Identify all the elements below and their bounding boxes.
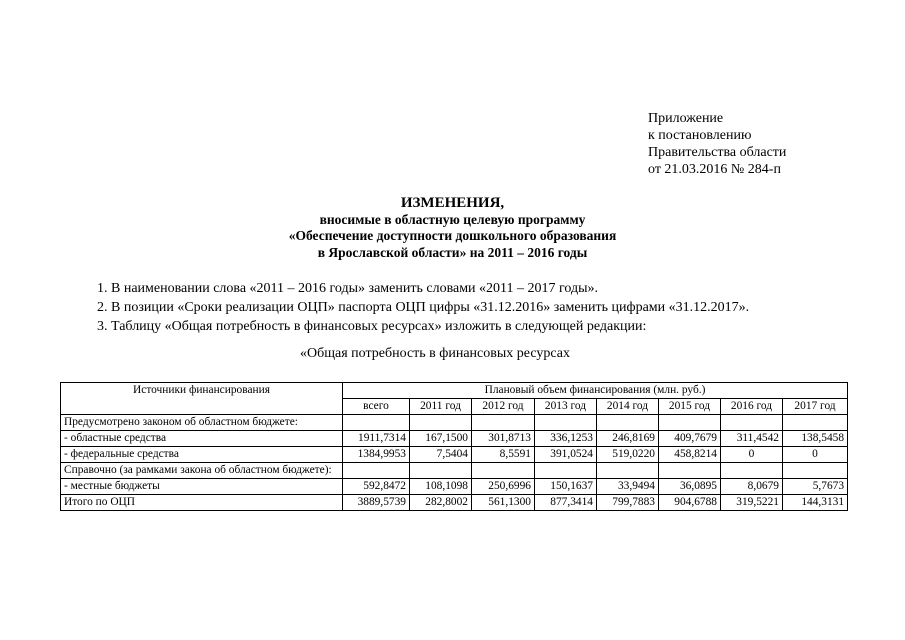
cell-value: 246,8169	[597, 431, 659, 447]
column-header: 2013 год	[535, 399, 597, 415]
cell-value: 1384,9953	[343, 447, 410, 463]
cell-value: 0	[721, 447, 783, 463]
cell-value: 8,5591	[472, 447, 535, 463]
cell-value: 108,1098	[410, 479, 472, 495]
heading-line-3: «Обеспечение доступности дошкольного образования	[288, 228, 617, 243]
cell-value: 409,7679	[659, 431, 721, 447]
row-label: - областные средства	[61, 431, 343, 447]
cell-value: 336,1253	[535, 431, 597, 447]
appendix-block	[648, 110, 786, 178]
cell-value: 138,5458	[783, 431, 848, 447]
heading-line-4: в Ярославской области» на 2011 – 2016 годы	[317, 244, 588, 260]
document-heading	[0, 195, 905, 261]
change-item: 2. В позиции «Сроки реализации ОЦП» паспорта ОЦП цифры «31.12.2016» заменить цифрами «31.12.2017».	[97, 300, 750, 315]
source-header: Источники финансирования	[61, 383, 343, 415]
cell-value: 311,4542	[721, 431, 783, 447]
cell-value: 877,3414	[535, 495, 597, 511]
cell-value: 8,0679	[721, 479, 783, 495]
table-row-local	[61, 479, 848, 495]
column-header: 2012 год	[472, 399, 535, 415]
cell-value: 7,5404	[410, 447, 472, 463]
section-row-reference	[61, 463, 848, 479]
cell-value: 561,1300	[472, 495, 535, 511]
cell-value: 0	[783, 447, 848, 463]
section-label: Справочно (за рамками закона об областном бюджете):	[61, 463, 343, 479]
column-header: 2015 год	[659, 399, 721, 415]
heading-title: ИЗМЕНЕНИЯ,	[400, 195, 505, 211]
column-header: 2017 год	[783, 399, 848, 415]
cell-value: 3889,5739	[343, 495, 410, 511]
column-header: 2014 год	[597, 399, 659, 415]
appendix-line-2: к постановлению	[648, 128, 752, 143]
change-item: 3. Таблицу «Общая потребность в финансовых ресурсах» изложить в следующей редакции:	[97, 319, 647, 334]
section-label: Предусмотрено законом об областном бюджете:	[61, 415, 343, 431]
cell-value: 799,7883	[597, 495, 659, 511]
row-label: Итого по ОЦП	[61, 495, 343, 511]
cell-value: 904,6788	[659, 495, 721, 511]
table-row-regional	[61, 431, 848, 447]
cell-value: 36,0895	[659, 479, 721, 495]
cell-value: 5,7673	[783, 479, 848, 495]
appendix-line-1: Приложение	[648, 111, 724, 126]
table-row-federal	[61, 447, 848, 463]
cell-value: 519,0220	[597, 447, 659, 463]
section-row-budget-law	[61, 415, 848, 431]
table-title: «Общая потребность в финансовых ресурсах	[300, 346, 570, 361]
cell-value: 250,6996	[472, 479, 535, 495]
appendix-line-4: от 21.03.2016 № 284-п	[648, 162, 781, 177]
change-item: 1. В наименовании слова «2011 – 2016 годы» заменить словами «2011 – 2017 годы».	[97, 281, 599, 296]
cell-value: 458,8214	[659, 447, 721, 463]
cell-value: 167,1500	[410, 431, 472, 447]
cell-value: 592,8472	[343, 479, 410, 495]
column-header: 2016 год	[721, 399, 783, 415]
row-label: - федеральные средства	[61, 447, 343, 463]
change-items	[97, 279, 749, 336]
cell-value: 150,1637	[535, 479, 597, 495]
cell-value: 301,8713	[472, 431, 535, 447]
cell-value: 33,9494	[597, 479, 659, 495]
cell-value: 282,8002	[410, 495, 472, 511]
column-header: 2011 год	[410, 399, 472, 415]
plan-header: Плановый объем финансирования (млн. руб.)	[343, 383, 848, 399]
column-header: всего	[343, 399, 410, 415]
financing-table	[60, 382, 848, 511]
row-label: - местные бюджеты	[61, 479, 343, 495]
cell-value: 1911,7314	[343, 431, 410, 447]
appendix-line-3: Правительства области	[648, 145, 787, 160]
heading-line-2: вносимые в областную целевую программу	[319, 211, 586, 227]
table-header-row	[61, 383, 848, 399]
cell-value: 391,0524	[535, 447, 597, 463]
cell-value: 144,3131	[783, 495, 848, 511]
table-row-total	[61, 495, 848, 511]
cell-value: 319,5221	[721, 495, 783, 511]
